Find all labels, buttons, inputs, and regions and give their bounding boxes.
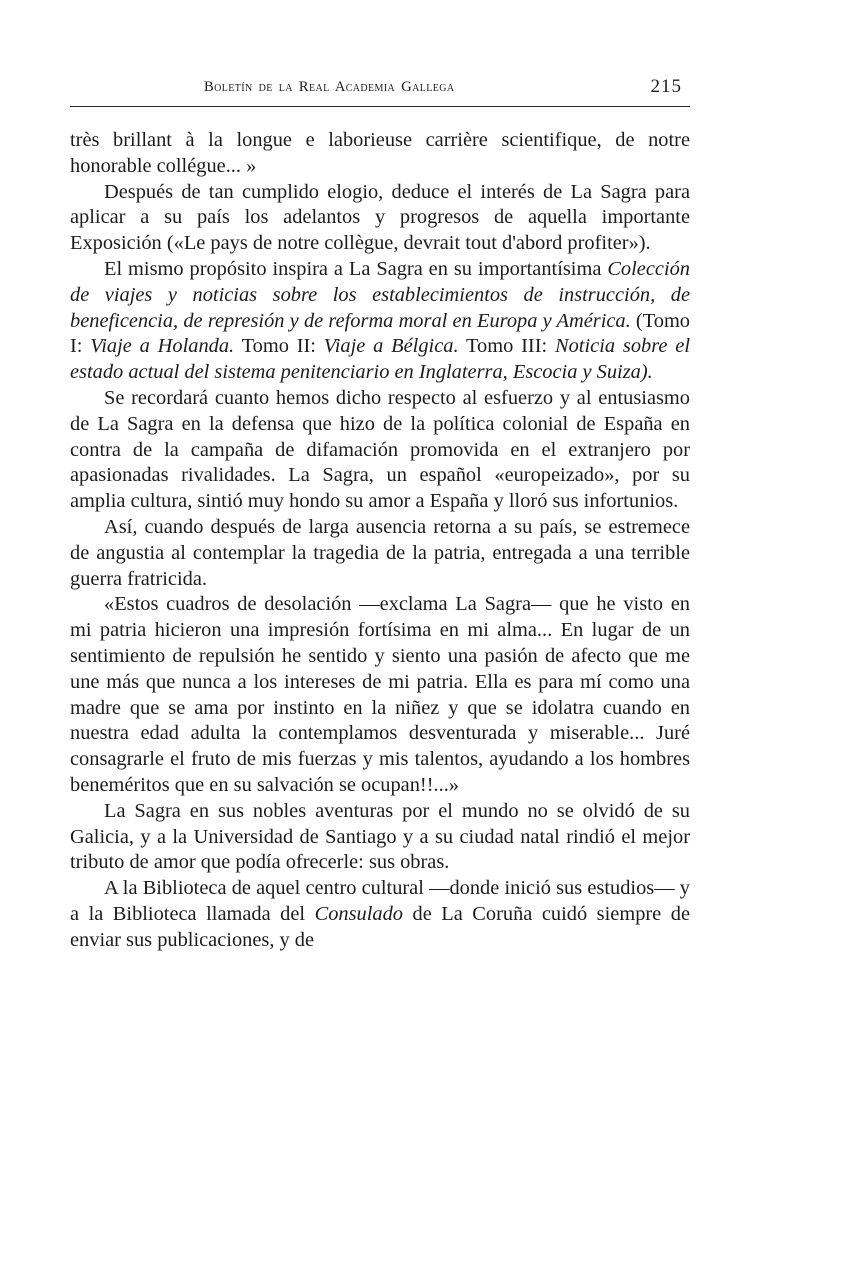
paragraph-4: Se recordará cuanto hemos dicho respecto al esfuerzo y al entusiasmo de La Sagra en la defensa que hizo de la política colonial de España en contra de la campaña de difamación promovida en el extranjero por apasionadas rivalidades. La Sagra, un español «europeizado», por su amplia cultura, sintió muy hondo su amor a España y lloró sus infortunios. [70, 386, 690, 513]
paragraph-3-text-g: Tomo III: [458, 335, 556, 358]
paragraph-8-consulado: Consulado [314, 902, 403, 925]
body-text [70, 128, 690, 954]
paragraph-3 [70, 257, 690, 386]
paragraph-7: La Sagra en sus nobles aventuras por el mundo no se olvidó de su Galicia, y a la Universidad de Santiago y a su ciudad natal rindió el mejor tributo de amor que podía ofrecerle: sus obras. [70, 799, 690, 874]
page-number: 215 [650, 76, 682, 97]
paragraph-8 [70, 876, 690, 953]
paragraph-5: Así, cuando después de larga ausencia retorna a su país, se estremece de angustia al contemplar la tragedia de la patria, entregada a una terrible guerra fratricida. [70, 515, 690, 590]
paragraph-3-title-holanda: Viaje a Holanda. [90, 335, 235, 358]
paragraph-3-text-a: El mismo propósito inspira a La Sagra en su importantísima [104, 257, 608, 280]
paragraph-8-text-c: de La Coruña cuidó siempre de enviar sus publicaciones, y de [70, 902, 690, 951]
page-header [70, 76, 690, 107]
paragraph-6: «Estos cuadros de desolación —exclama La Sagra— que he visto en mi patria hicieron una impresión fortísima en mi alma... En lugar de un sentimiento de repulsión he sentido y siento una pasión de afecto que me une más que nunca a los intereses de mi patria. Ella es para mí como una madre que se ama por instinto en la niñez y que se idolatra cuando en nuestra edad adulta la contemplamos desventurada y miserable... Juré consagrarle el fruto de mis fuerzas y mis talentos, ayudando a los hombres beneméritos que en su salvación se ocupan!!...» [70, 593, 690, 796]
paragraph-3-title-belgica: Viaje a Bélgica. [323, 335, 459, 358]
paragraph-8-text-a: A la Biblioteca de aquel centro cultural —donde inició sus estudios— y a la Biblioteca llamada del [70, 877, 690, 925]
paragraph-1: très brillant à la longue e laborieuse carrière scientifique, de notre honorable collégue... » [70, 129, 690, 177]
paragraph-3-title-coleccion: Colección de viajes y noticias sobre los establecimientos de instrucción, de beneficencia, de represión y de reforma moral en Europa y América. [70, 257, 690, 332]
paragraph-3-text-c: (Tomo I: [70, 309, 690, 358]
running-title: Boletín de la Real Academia Gallega [204, 79, 455, 95]
paragraph-3-text-e: Tomo II: [234, 335, 324, 358]
paragraph-2: Después de tan cumplido elogio, deduce el interés de La Sagra para aplicar a su país los adelantos y progresos de aquella importante Exposición («Le pays de notre collègue, devrait tout d'abord profiter»). [70, 180, 690, 255]
paragraph-3-title-noticia: Noticia sobre el estado actual del sistema penitenciario en Inglaterra, Escocia y Suiza). [70, 335, 690, 384]
